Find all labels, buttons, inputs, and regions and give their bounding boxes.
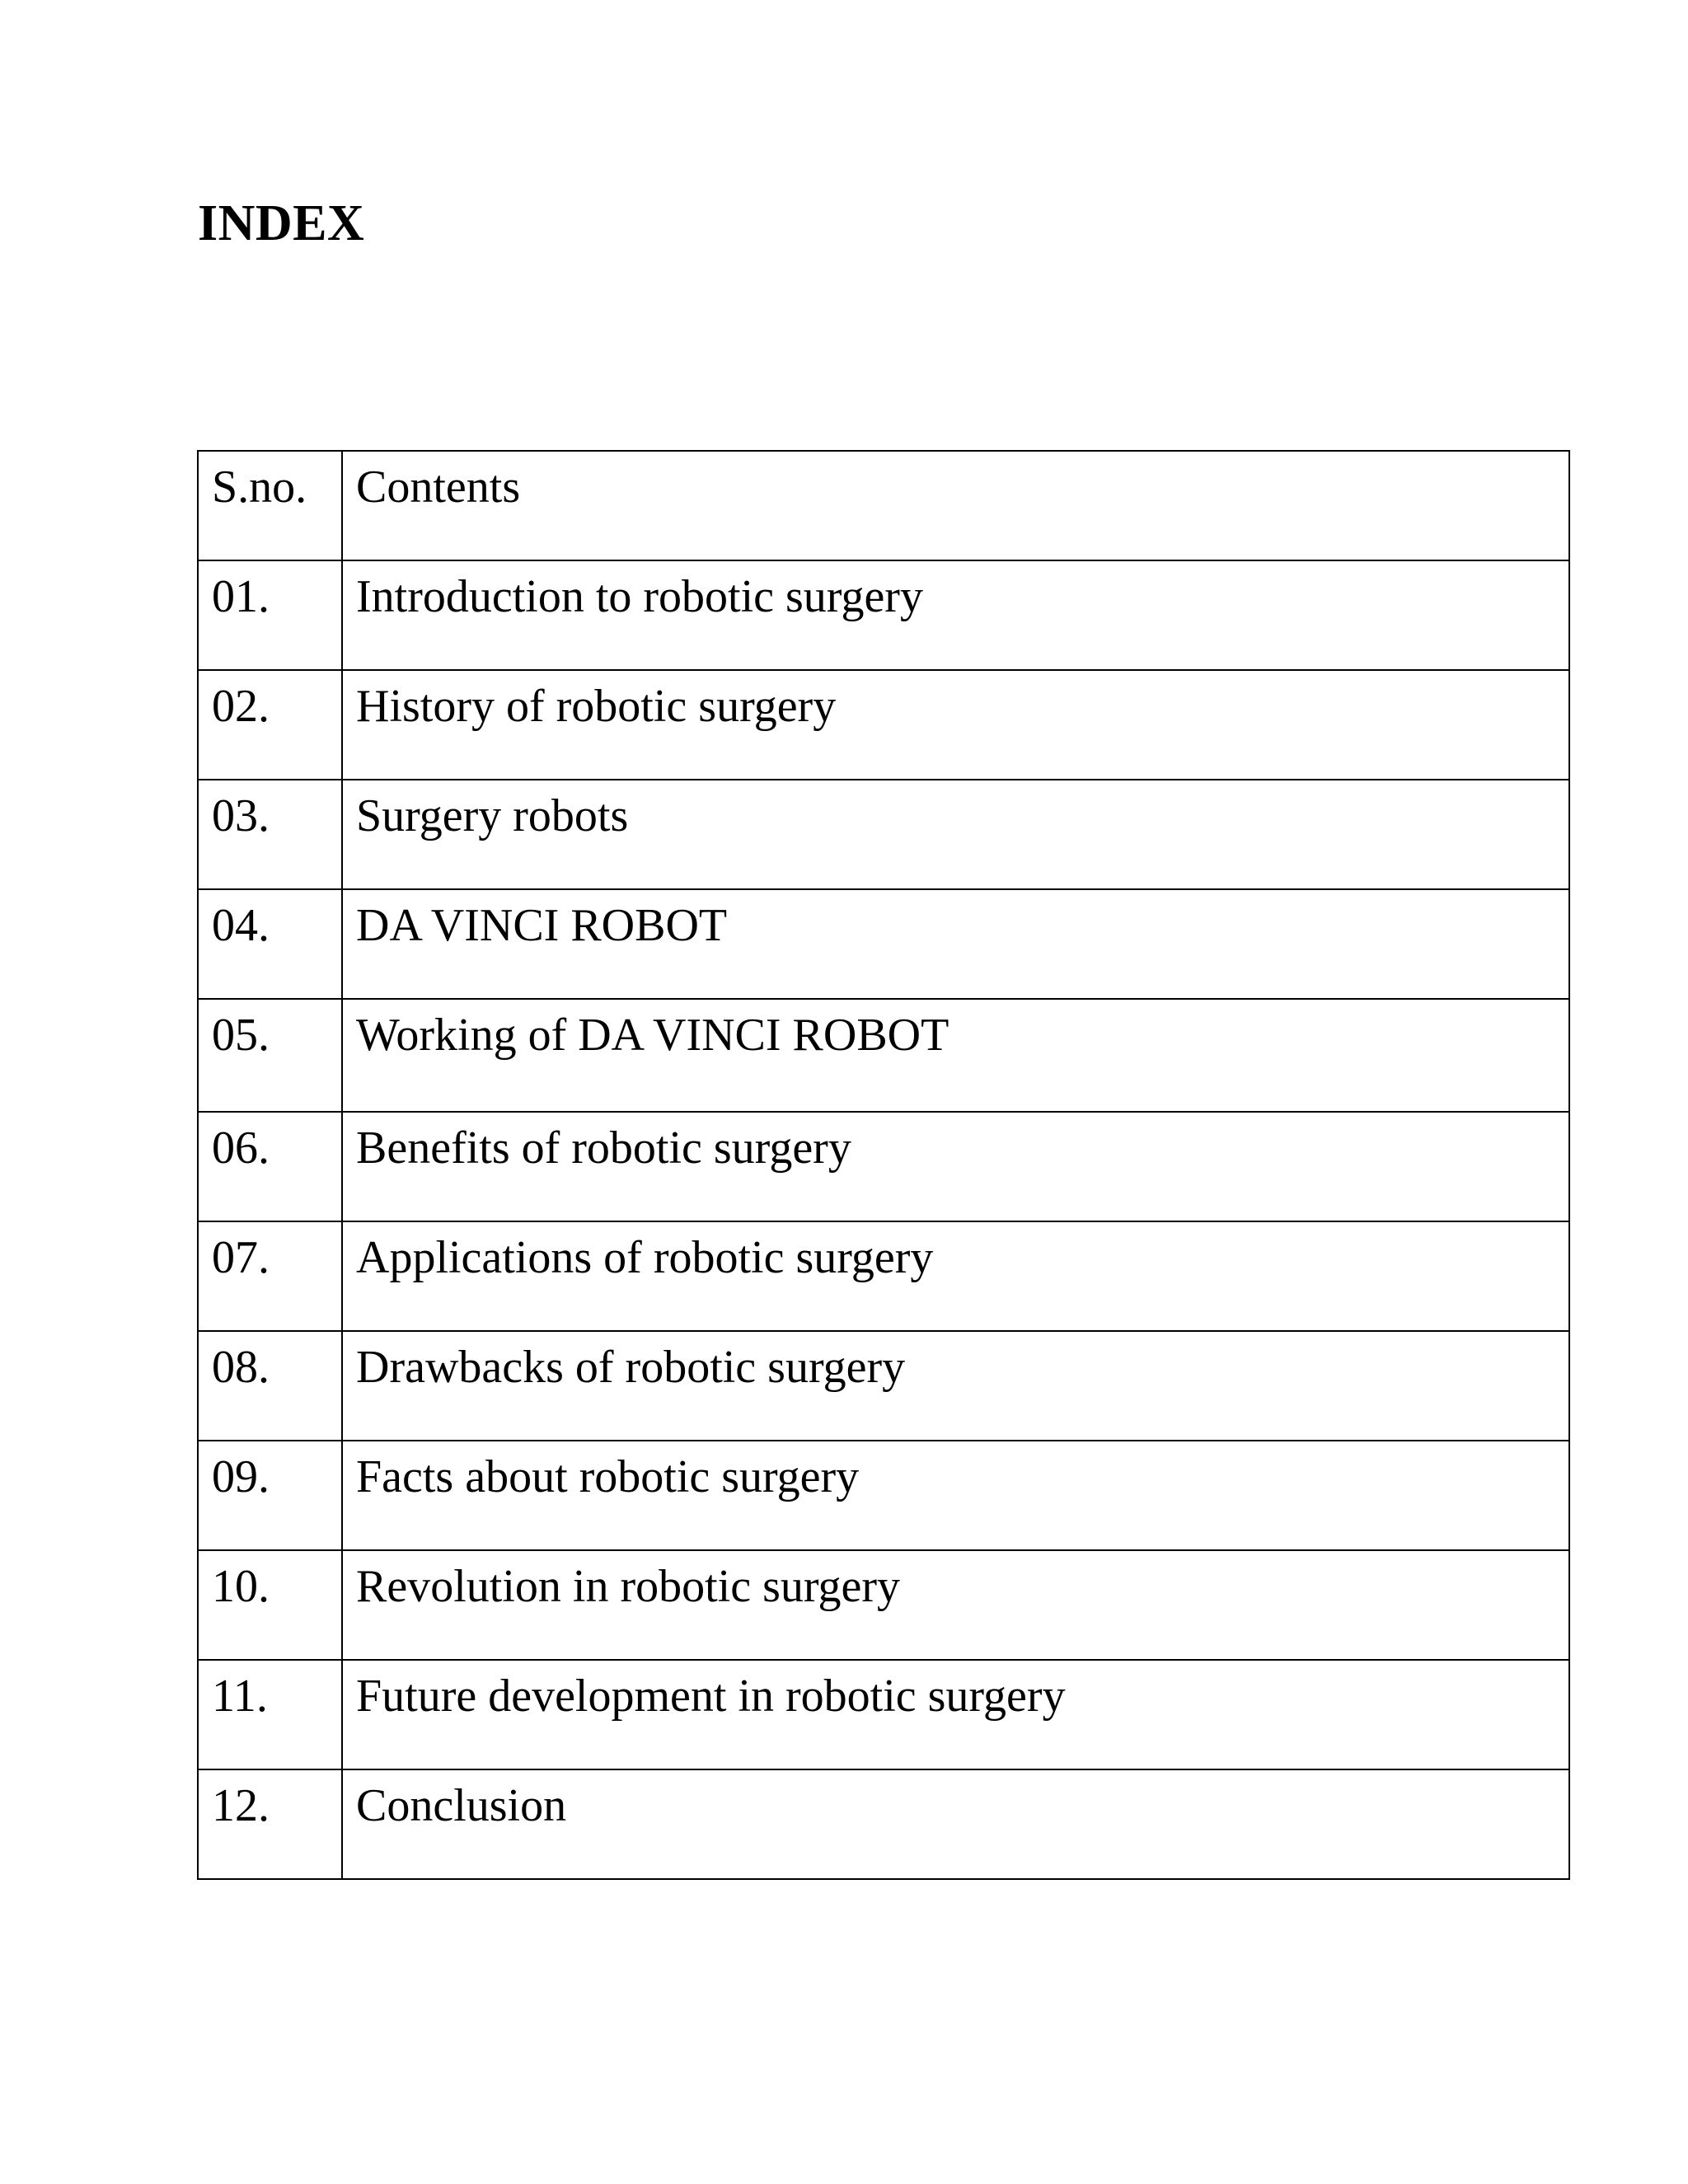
row-number: 02. (198, 670, 342, 780)
row-content: Introduction to robotic surgery (342, 560, 1569, 670)
row-number: 03. (198, 780, 342, 889)
row-number: 04. (198, 889, 342, 999)
row-content: History of robotic surgery (342, 670, 1569, 780)
row-number: 06. (198, 1112, 342, 1221)
row-number: 08. (198, 1331, 342, 1441)
row-content: Drawbacks of robotic surgery (342, 1331, 1569, 1441)
table-row (198, 999, 1569, 1112)
row-number: 12. (198, 1769, 342, 1879)
row-number: 07. (198, 1221, 342, 1331)
sno-header: S.no. (198, 451, 342, 560)
row-content: Conclusion (342, 1769, 1569, 1879)
table-row (198, 1331, 1569, 1441)
table-row (198, 1441, 1569, 1550)
table-row (198, 560, 1569, 670)
row-number: 01. (198, 560, 342, 670)
table-row (198, 1769, 1569, 1879)
table-row (198, 1221, 1569, 1331)
contents-header: Contents (342, 451, 1569, 560)
row-number: 11. (198, 1660, 342, 1769)
row-content: Future development in robotic surgery (342, 1660, 1569, 1769)
page-title: INDEX (198, 195, 365, 251)
row-number: 05. (198, 999, 342, 1112)
row-content: Surgery robots (342, 780, 1569, 889)
table-row (198, 780, 1569, 889)
row-content: Working of DA VINCI ROBOT (342, 999, 1569, 1112)
table-row (198, 1660, 1569, 1769)
table-row (198, 889, 1569, 999)
row-number: 10. (198, 1550, 342, 1660)
row-content: Applications of robotic surgery (342, 1221, 1569, 1331)
row-content: Benefits of robotic surgery (342, 1112, 1569, 1221)
row-content: Facts about robotic surgery (342, 1441, 1569, 1550)
index-table (197, 450, 1570, 1880)
table-row (198, 1112, 1569, 1221)
row-content: DA VINCI ROBOT (342, 889, 1569, 999)
table-row (198, 1550, 1569, 1660)
table-row (198, 670, 1569, 780)
table-header-row (198, 451, 1569, 560)
row-number: 09. (198, 1441, 342, 1550)
row-content: Revolution in robotic surgery (342, 1550, 1569, 1660)
